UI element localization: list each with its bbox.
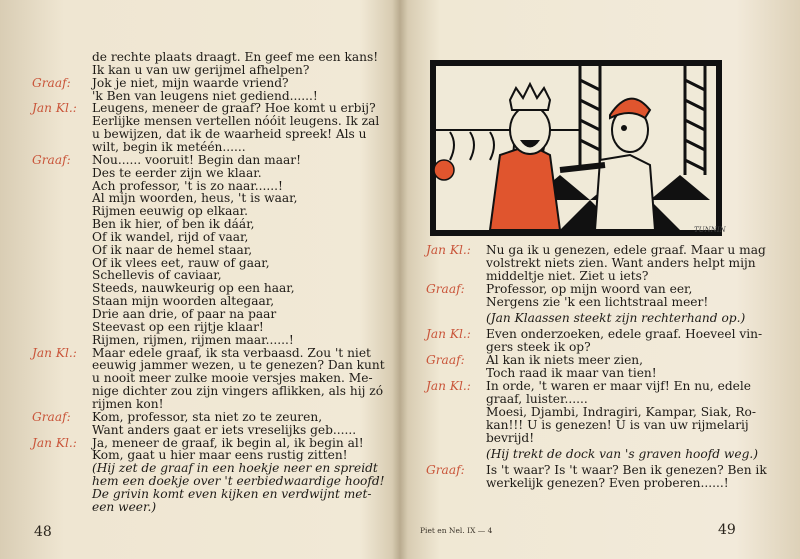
text-line: [32, 167, 262, 180]
speaker-label: [32, 488, 92, 501]
speaker-label: [426, 477, 486, 490]
dialogue-text: eeuwig jammer wezen, u te genezen? Dan kunt: [92, 358, 385, 373]
text-line: [426, 464, 767, 477]
page-number-right: 49: [718, 522, 736, 538]
speaker-label: [426, 296, 486, 309]
dialogue-text: Kom, gaat u hier maar eens rustig zitten!: [92, 448, 348, 463]
text-line: [32, 154, 301, 167]
dialogue-text: Kom, professor, sta niet zo te zeuren,: [92, 409, 323, 424]
text-line: [426, 354, 643, 367]
speaker-label: [426, 270, 486, 283]
dialogue-text: Ik kan u van uw gerijmel afhelpen?: [92, 62, 310, 77]
text-line: [32, 231, 248, 244]
speaker-label: [32, 398, 92, 411]
speaker-label: [32, 51, 92, 64]
dialogue-text: hem een doekje over 't eerbiedwaardige hoofd!: [92, 474, 385, 489]
text-line: [426, 270, 648, 283]
dialogue-text: Ja, meneer de graaf, ik begin al, ik begin al!: [92, 435, 364, 450]
dialogue-text: gers steek ik op?: [486, 340, 591, 354]
dialogue-text: Ach professor, 't is zo naar......!: [92, 178, 283, 193]
text-line: [426, 341, 591, 354]
speaker-label: [32, 141, 92, 154]
text-line: [32, 398, 163, 411]
dialogue-text: graaf, luister......: [486, 392, 588, 406]
dialogue-text: een weer.): [92, 499, 157, 514]
dialogue-text: Rijmen eeuwig op elkaar.: [92, 204, 249, 219]
speaker-label: [426, 406, 486, 419]
artist-signature: TUNNIN: [694, 226, 726, 234]
speaker-label: [32, 334, 92, 347]
speaker-label: [32, 282, 92, 295]
text-line: [32, 501, 156, 514]
dialogue-text: Even onderzoeken, edele graaf. Hoeveel vin-: [486, 327, 763, 341]
speaker-label: [32, 192, 92, 205]
text-line: [32, 321, 264, 334]
dialogue-text: Eerlijke mensen vertellen nóóit leugens. Ik zal: [92, 114, 380, 129]
speaker-label: [32, 257, 92, 270]
speaker-label: [32, 64, 92, 77]
dialogue-text: Al kan ik niets meer zien,: [486, 353, 644, 367]
dialogue-text: Moesi, Djambi, Indragiri, Kampar, Siak, Ro-: [486, 405, 756, 419]
text-line: [32, 64, 309, 77]
dialogue-text: 'k Ben van leugens niet gediend......!: [92, 88, 318, 103]
dialogue-text: De grivin komt even kijken en verdwijnt met-: [92, 486, 372, 501]
dialogue-text: u bewijzen, dat ik de waarheid spreek! Als u: [92, 127, 367, 142]
dialogue-text: Ben ik hier, of ben ik dáár,: [92, 217, 255, 232]
dialogue-text: kan!!! U is genezen! U is van uw rijmelarij: [486, 418, 749, 432]
dialogue-text: Toch raad ik maar van tien!: [486, 366, 657, 380]
text-line: [32, 51, 378, 64]
speaker-label: [32, 308, 92, 321]
text-line: [32, 77, 289, 90]
dialogue-text: middeltje niet. Ziet u iets?: [486, 269, 649, 283]
text-line: [32, 334, 294, 347]
speaker-label: [32, 321, 92, 334]
speaker-label: Jan Kl.:: [426, 379, 471, 393]
dialogue-text: nige dichter zou zijn vingers aflikken, als hij zó: [92, 384, 384, 399]
speaker-label: [32, 218, 92, 231]
speaker-label: [426, 257, 486, 270]
text-line: [32, 244, 252, 257]
text-line: [32, 308, 276, 321]
text-line: [426, 296, 708, 309]
speaker-label: [32, 424, 92, 437]
dialogue-text: Steeds, nauwkeurig op een haar,: [92, 281, 295, 296]
dialogue-text: Nu ga ik u genezen, edele graaf. Maar u mag: [486, 243, 766, 257]
dialogue-text: (Hij zet de graaf in een hoekje neer en spreidt: [92, 461, 378, 476]
speaker-label: Jan Kl.:: [426, 327, 471, 341]
text-line: [426, 283, 692, 296]
page-number-left: 48: [34, 524, 52, 540]
text-line: [426, 380, 751, 393]
speaker-label: Jan Kl.:: [426, 243, 471, 257]
speaker-label: Jan Kl.:: [32, 101, 77, 116]
dialogue-text: Steevast op een rijtje klaar!: [92, 319, 264, 334]
dialogue-text: (Hij trekt de dock van 's graven hoofd weg.): [486, 447, 758, 461]
dialogue-text: Staan mijn woorden altegaar,: [92, 294, 275, 309]
speaker-label: Graaf:: [426, 282, 465, 296]
speaker-label: [32, 180, 92, 193]
dialogue-text: rijmen kon!: [92, 396, 164, 411]
speaker-label: [32, 115, 92, 128]
speaker-label: [426, 312, 486, 325]
dialogue-text: werkelijk genezen? Even proberen......!: [486, 476, 729, 490]
text-line: [426, 328, 762, 341]
text-line: [426, 419, 749, 432]
text-line: [32, 424, 356, 437]
dialogue-text: In orde, 't waren er maar vijf! En nu, edele: [486, 379, 751, 393]
text-line: [426, 477, 729, 490]
text-line: [426, 244, 766, 257]
speaker-label: [32, 475, 92, 488]
speaker-label: [32, 269, 92, 282]
dialogue-text: de rechte plaats draagt. En geef me een kans!: [92, 50, 379, 64]
dialogue-text: Nou...... vooruit! Begin dan maar!: [92, 152, 301, 167]
dialogue-text: Rijmen, rijmen, rijmen maar......!: [92, 332, 294, 347]
speaker-label: Jan Kl.:: [32, 435, 77, 450]
text-line: [426, 432, 534, 445]
text-line: [426, 448, 758, 461]
page-footer: Piet en Nel. IX — 4: [420, 526, 493, 535]
dialogue-text: Of ik naar de hemel staar,: [92, 242, 253, 257]
text-line: [32, 488, 372, 501]
speaker-label: [32, 372, 92, 385]
dialogue-text: Leugens, meneer de graaf? Hoe komt u erbij?: [92, 101, 376, 116]
speaker-label: Graaf:: [426, 463, 465, 477]
dialogue-text: Des te eerder zijn we klaar.: [92, 165, 262, 180]
text-line: [426, 312, 745, 325]
dialogue-text: Maar edele graaf, ik sta verbaasd. Zou 't niet: [92, 345, 371, 360]
speaker-label: Graaf:: [32, 152, 71, 167]
dialogue-text: Nergens zie 'k een lichtstraal meer!: [486, 295, 709, 309]
puppet-illustration: [430, 60, 722, 236]
speaker-label: [32, 231, 92, 244]
dialogue-text: Want anders gaat er iets vreselijks geb......: [92, 422, 357, 437]
speaker-label: [32, 449, 92, 462]
dialogue-text: Of ik vlees eet, rauw of gaar,: [92, 255, 270, 270]
text-line: [426, 393, 588, 406]
dialogue-text: Drie aan drie, of paar na paar: [92, 307, 277, 321]
left-page: [0, 0, 398, 559]
text-line: [32, 141, 246, 154]
dialogue-text: Al mijn woorden, heus, 't is waar,: [92, 191, 298, 206]
speaker-label: [426, 393, 486, 406]
speaker-label: [32, 128, 92, 141]
dialogue-text: (Jan Klaassen steekt zijn rechterhand op.): [486, 311, 746, 325]
speaker-label: [32, 295, 92, 308]
text-line: [32, 411, 322, 424]
text-line: [426, 406, 756, 419]
speaker-label: [32, 244, 92, 257]
speaker-label: [426, 432, 486, 445]
speaker-label: [426, 448, 486, 461]
speaker-label: [32, 205, 92, 218]
dialogue-text: Jok je niet, mijn waarde vriend?: [92, 75, 289, 90]
text-line: [426, 367, 657, 380]
speaker-label: Jan Kl.:: [32, 345, 77, 360]
speaker-label: [32, 501, 92, 514]
speaker-label: [426, 367, 486, 380]
speaker-label: [426, 341, 486, 354]
speaker-label: [32, 167, 92, 180]
dialogue-text: Of ik wandel, rijd of vaar,: [92, 229, 249, 244]
dialogue-text: wilt, begin ik metéén......: [92, 139, 246, 154]
speaker-label: [426, 419, 486, 432]
speaker-label: Graaf:: [32, 75, 71, 90]
speaker-label: Graaf:: [32, 409, 71, 424]
speaker-label: [32, 359, 92, 372]
text-line: [426, 257, 756, 270]
speaker-label: [32, 385, 92, 398]
dialogue-text: Professor, op mijn woord van eer,: [486, 282, 693, 296]
dialogue-text: bevrijd!: [486, 431, 535, 445]
dialogue-text: volstrekt niets zien. Want anders helpt mijn: [486, 256, 756, 270]
dialogue-text: u nooit meer zulke mooie versjes maken. Me-: [92, 371, 373, 386]
speaker-label: Graaf:: [426, 353, 465, 367]
dialogue-text: Schellevis of caviaar,: [92, 268, 222, 283]
text-line: [32, 385, 383, 398]
dialogue-text: Is 't waar? Is 't waar? Ben ik genezen? Ben ik: [486, 463, 767, 477]
speaker-label: [32, 462, 92, 475]
